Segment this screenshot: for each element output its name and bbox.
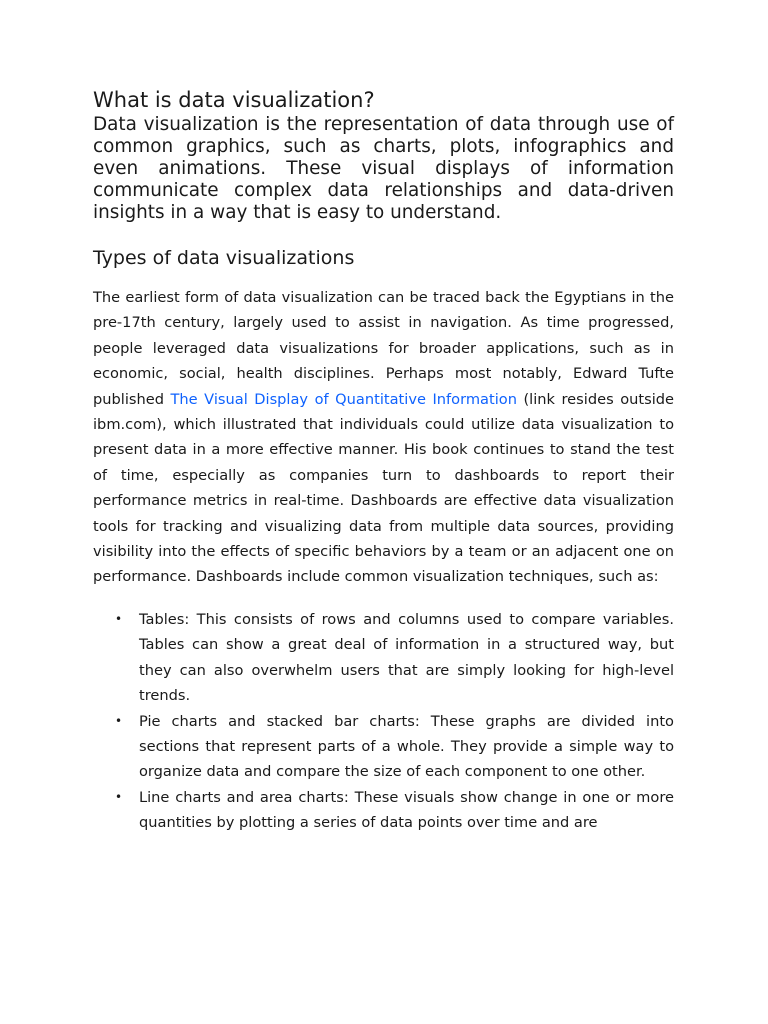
page-title: What is data visualization?: [93, 88, 375, 112]
techniques-list: [93, 607, 674, 836]
bullet-icon: •: [115, 789, 123, 804]
paragraph-text-end: (link resides outside ibm.com), which illustrated that individuals could utilize data visualization to present data in a more effective manner. His book continues to stand the test of time, especially as companies turn to dashboards to report their performance metrics in real-time. Dashboards are effective data visualization tools for tracking and visualizing data from multiple data sources, providing visibility into the effects of specific behaviors by a team or an adjacent one on performance. Dashboards include common visualization techniques, such as:: [93, 390, 674, 586]
bullet-icon: •: [115, 611, 123, 626]
book-link[interactable]: The Visual Display of Quantitative Information: [170, 390, 517, 408]
history-paragraph: [93, 285, 674, 590]
list-item-text: Tables: This consists of rows and columns used to compare variables. Tables can show a great deal of information in a structured way, but they can also overwhelm users that are simply looking for high-level trends.: [139, 610, 674, 705]
section-title: Types of data visualizations: [93, 247, 355, 269]
list-item-text: Line charts and area charts: These visuals show change in one or more quantities by plotting a series of data points over time and are: [139, 788, 674, 832]
intro-paragraph: Data visualization is the representation of data through use of common graphics, such as charts, plots, infographics and even animations. These visual displays of information communicate complex data relationships and data-driven insights in a way that is easy to understand.: [93, 114, 674, 223]
list-item-text: Pie charts and stacked bar charts: These graphs are divided into sections that represent parts of a whole. They provide a simple way to organize data and compare the size of each component to one other.: [139, 712, 674, 781]
list-item: [93, 607, 674, 709]
paragraph-text-start: The earliest form of data visualization can be traced back the Egyptians in the pre-17th century, largely used to assist in navigation. As time progressed, people leveraged data visualizations for broader applications, such as in economic, social, health disciplines. Perhaps most notably, Edward Tufte published: [93, 289, 674, 408]
article: [93, 86, 674, 836]
bullet-icon: •: [115, 713, 123, 728]
list-item: [93, 785, 674, 836]
list-item: [93, 709, 674, 785]
